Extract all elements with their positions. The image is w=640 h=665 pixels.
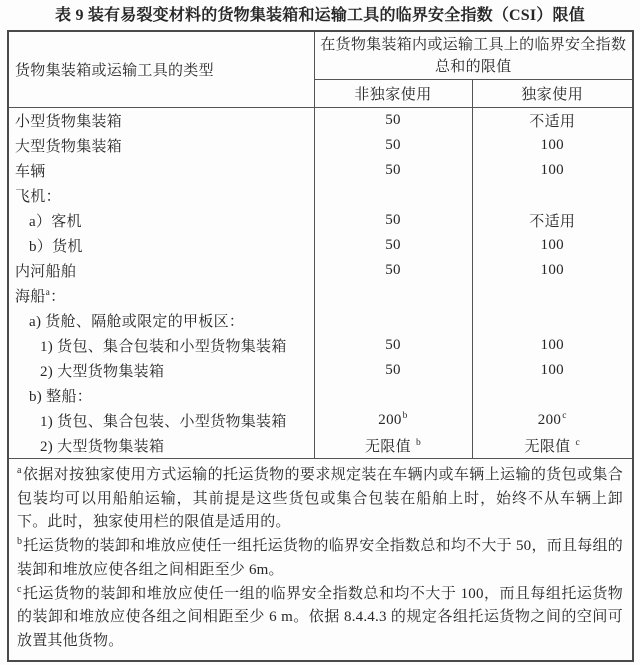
row-label xyxy=(8,108,314,134)
table-row xyxy=(8,233,633,258)
footnote xyxy=(17,583,623,654)
row-label xyxy=(8,133,314,158)
nonexclusive-value-text: 50 xyxy=(385,112,401,128)
table-row xyxy=(8,408,633,433)
nonexclusive-value-text: 50 xyxy=(385,362,401,378)
exclusive-value-superscript: c xyxy=(562,411,567,421)
table-row xyxy=(8,183,633,208)
row-label-text: b) 整船： xyxy=(29,389,93,405)
footnote-marker: c xyxy=(17,583,22,595)
row-exclusive-value xyxy=(472,383,633,408)
table-row xyxy=(8,433,633,459)
exclusive-value-text: 100 xyxy=(540,262,564,278)
table-row xyxy=(8,283,633,308)
nonexclusive-value-text: 50 xyxy=(385,262,401,278)
row-label xyxy=(8,208,314,233)
footnote xyxy=(17,535,623,582)
exclusive-value-text: 100 xyxy=(540,137,564,153)
row-nonexclusive-value xyxy=(314,358,472,383)
row-exclusive-value xyxy=(472,158,633,183)
row-nonexclusive-value xyxy=(314,133,472,158)
row-nonexclusive-value xyxy=(314,108,472,134)
row-nonexclusive-value xyxy=(314,233,472,258)
exclusive-value-superscript: c xyxy=(575,438,580,448)
footnote-marker: a xyxy=(17,465,22,476)
row-exclusive-value xyxy=(472,283,633,308)
row-label-text: 海船 xyxy=(15,289,46,305)
table-row xyxy=(8,133,633,158)
row-nonexclusive-value xyxy=(314,383,472,408)
row-label-text: 1) 货包、集合包装、小型货物集装箱 xyxy=(40,414,287,430)
table-row xyxy=(8,333,633,358)
row-exclusive-value xyxy=(472,208,633,233)
exclusive-value-text: 100 xyxy=(540,362,564,378)
table-row xyxy=(8,158,633,183)
row-label-text: a) 货舱、隔舱或限定的甲板区： xyxy=(29,314,245,330)
row-label-text: 1) 货包、集合包装和小型货物集装箱 xyxy=(40,339,287,355)
exclusive-value-text: 200 xyxy=(537,412,562,428)
table-title: 表 9 装有易裂变材料的货物集装箱和运输工具的临界安全指数（CSI）限值 xyxy=(55,7,585,24)
row-nonexclusive-value xyxy=(314,183,472,208)
nonexclusive-value-text: 无限值 xyxy=(364,439,415,455)
row-label-superscript: a xyxy=(45,288,51,298)
row-label xyxy=(8,358,314,383)
row-nonexclusive-value xyxy=(314,408,472,433)
row-label-text: a）客机 xyxy=(29,214,82,230)
footnote-text: 托运货物的装卸和堆放应使任一组的临界安全指数总和均不大于 100，而且每组托运货物的装卸和堆放应使各组之间相距至少 6 m。依据 8.4.4.3 的规定各组托运货物之间的空间可放置其他货物。 xyxy=(17,585,624,649)
row-label xyxy=(8,383,314,408)
nonexclusive-value-text: 200 xyxy=(378,412,402,428)
footnotes-cell xyxy=(8,459,633,661)
csi-limits-table xyxy=(7,30,634,662)
footnote xyxy=(17,464,623,535)
row-label-text: 2) 大型货物集装箱 xyxy=(40,439,165,455)
exclusive-value-text: 100 xyxy=(540,337,564,353)
table-row xyxy=(8,258,633,283)
table-body xyxy=(8,108,633,459)
table-header xyxy=(8,31,633,108)
table-row xyxy=(8,358,633,383)
row-nonexclusive-value xyxy=(314,308,472,333)
table-row xyxy=(8,383,633,408)
header-row-1 xyxy=(8,31,633,80)
column-header-exclusive: 独家使用 xyxy=(472,80,633,108)
row-label xyxy=(8,158,314,183)
row-exclusive-value xyxy=(472,333,633,358)
row-exclusive-value xyxy=(472,408,633,433)
footnote-text: 托运货物的装卸和堆放应使任一组托运货物的临界安全指数总和均不大于 50，而且每组的装卸和堆放应使各组之间相距至少 6m。 xyxy=(17,538,624,578)
row-label-suffix: ： xyxy=(50,289,66,305)
nonexclusive-value-superscript: b xyxy=(415,438,421,448)
row-label xyxy=(8,183,314,208)
footnote-marker: b xyxy=(17,536,23,548)
column-header-type: 货物集装箱或运输工具的类型 xyxy=(8,31,314,108)
row-nonexclusive-value xyxy=(314,258,472,283)
table-footer xyxy=(8,459,633,661)
nonexclusive-value-text: 50 xyxy=(385,212,401,228)
row-nonexclusive-value xyxy=(314,283,472,308)
table-row xyxy=(8,208,633,233)
row-exclusive-value xyxy=(472,258,633,283)
row-exclusive-value xyxy=(472,308,633,333)
row-label-text: 内河船舶 xyxy=(15,264,77,280)
nonexclusive-value-text: 50 xyxy=(385,162,401,178)
nonexclusive-value-text: 50 xyxy=(385,337,401,353)
column-header-nonexclusive: 非独家使用 xyxy=(314,80,472,108)
row-label xyxy=(8,233,314,258)
column-header-group: 在货物集装箱内或运输工具上的临界安全指数总和的限值 xyxy=(314,31,633,80)
row-label-text: 大型货物集装箱 xyxy=(15,139,123,155)
row-label xyxy=(8,408,314,433)
exclusive-value-text: 无限值 xyxy=(524,439,575,455)
row-exclusive-value xyxy=(472,108,633,134)
row-exclusive-value xyxy=(472,433,633,459)
row-exclusive-value xyxy=(472,183,633,208)
row-label-text: 车辆 xyxy=(15,164,46,180)
row-label-text: 小型货物集装箱 xyxy=(15,114,123,130)
row-label-text: 2) 大型货物集装箱 xyxy=(40,364,165,380)
row-nonexclusive-value xyxy=(314,333,472,358)
row-label-text: 飞机： xyxy=(15,189,61,205)
exclusive-value-text: 100 xyxy=(540,237,564,253)
row-nonexclusive-value xyxy=(314,158,472,183)
footnote-text: 依据对按独家使用方式运输的托运货物的要求规定装在车辆内或车辆上运输的货包或集合包装均可以用船舶运输，其前提是这些货包或集合包装在船舶上时，始终不从车辆上卸下。此时，独家使用栏的限值是适用的。 xyxy=(17,467,624,531)
nonexclusive-value-text: 50 xyxy=(385,137,401,153)
row-nonexclusive-value xyxy=(314,208,472,233)
document-page xyxy=(6,6,634,662)
exclusive-value-text: 不适用 xyxy=(529,114,576,130)
table-row xyxy=(8,308,633,333)
row-label-text: b）货机 xyxy=(29,239,83,255)
row-nonexclusive-value xyxy=(314,433,472,459)
table-row xyxy=(8,108,633,134)
nonexclusive-value-superscript: b xyxy=(402,411,408,421)
nonexclusive-value-text: 50 xyxy=(385,237,401,253)
row-label xyxy=(8,433,314,459)
row-exclusive-value xyxy=(472,358,633,383)
exclusive-value-text: 不适用 xyxy=(529,214,576,230)
row-label xyxy=(8,283,314,308)
footnotes-row xyxy=(8,459,633,661)
exclusive-value-text: 100 xyxy=(540,162,564,178)
row-label xyxy=(8,308,314,333)
row-exclusive-value xyxy=(472,233,633,258)
row-label xyxy=(8,333,314,358)
row-label xyxy=(8,258,314,283)
row-exclusive-value xyxy=(472,133,633,158)
